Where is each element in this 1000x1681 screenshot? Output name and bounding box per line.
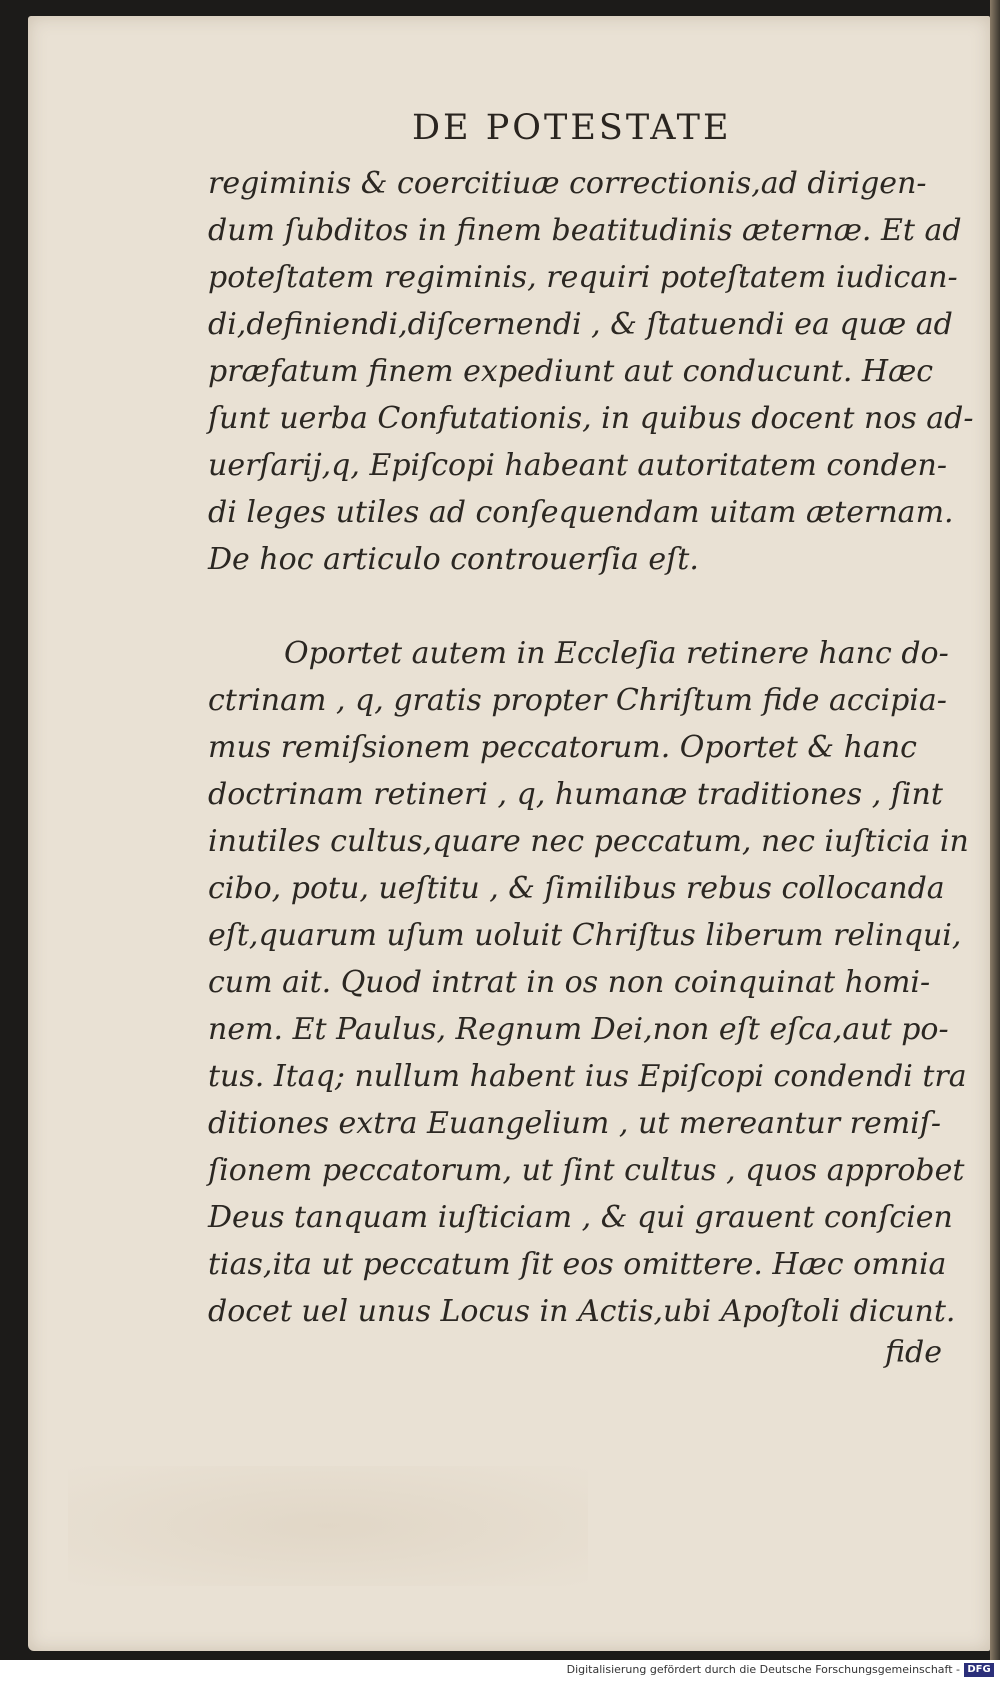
text-line: regiminis & coercitiuæ correctionis,ad dirigen- xyxy=(208,166,927,201)
text-line: doctrinam retineri , q, humanæ traditiones , ſint xyxy=(208,777,943,812)
text-line: di,definiendi,diſcernendi , & ſtatuendi ea quæ ad xyxy=(208,307,953,342)
text-line: Deus tanquam iuſticiam , & qui grauent conſcien xyxy=(208,1200,953,1235)
paragraph-2 xyxy=(208,630,969,1335)
text-line: nem. Et Paulus, Regnum Dei,non eſt eſca,aut po- xyxy=(208,1012,949,1047)
text-line: Oportet autem in Eccleſia retinere hanc do- xyxy=(284,636,949,671)
text-line: tias,ita ut peccatum ſit eos omittere. Hæc omnia xyxy=(208,1247,947,1282)
text-line: inutiles cultus,quare nec peccatum, nec iuſticia in xyxy=(208,824,969,859)
text-line: tus. Itaq; nullum habent ius Epiſcopi condendi tra xyxy=(208,1059,967,1094)
footer-credit: Digitalisierung gefördert durch die Deutsche Forschungsgemeinschaft - xyxy=(566,1663,960,1676)
text-line: cibo, potu, ueſtitu , & ſimilibus rebus collocanda xyxy=(208,871,945,906)
text-block xyxy=(208,160,974,1335)
text-line: uerſarij,q, Epiſcopi habeant autoritatem conden- xyxy=(208,448,948,483)
catchword: fide xyxy=(885,1335,942,1370)
text-line: ſunt uerba Confutationis, in quibus docent nos ad- xyxy=(208,401,974,436)
text-line: ctrinam , q, gratis propter Chriſtum fide accipia- xyxy=(208,683,947,718)
text-line: cum ait. Quod intrat in os non coinquinat homi- xyxy=(208,965,931,1000)
text-line: di leges utiles ad conſequendam uitam æternam. xyxy=(208,495,954,530)
text-line: præfatum finem expediunt aut conducunt. Hæc xyxy=(208,354,934,389)
paragraph-1 xyxy=(208,160,974,583)
dfg-logo-icon: DFG xyxy=(964,1663,994,1677)
text-line: dum ſubditos in finem beatitudinis æternæ. Et ad xyxy=(208,213,962,248)
text-line: eſt,quarum uſum uoluit Chriſtus liberum relinqui, xyxy=(208,918,962,953)
text-line: docet uel unus Locus in Actis,ubi Apoſtoli dicunt. xyxy=(208,1294,956,1329)
running-head: DE POTESTATE xyxy=(412,108,732,148)
text-line: poteſtatem regiminis, requiri poteſtatem iudican- xyxy=(208,260,958,295)
text-line: ſionem peccatorum, ut ſint cultus , quos approbet xyxy=(208,1153,965,1188)
paper-stain xyxy=(68,1466,588,1586)
text-line: mus remiſsionem peccatorum. Oportet & hanc xyxy=(208,730,917,765)
page-edge xyxy=(990,0,1000,1660)
text-line: De hoc articulo controuerſia eſt. xyxy=(208,542,699,577)
footer xyxy=(0,1660,1000,1681)
text-line: ditiones extra Euangelium , ut mereantur remiſ- xyxy=(208,1106,942,1141)
